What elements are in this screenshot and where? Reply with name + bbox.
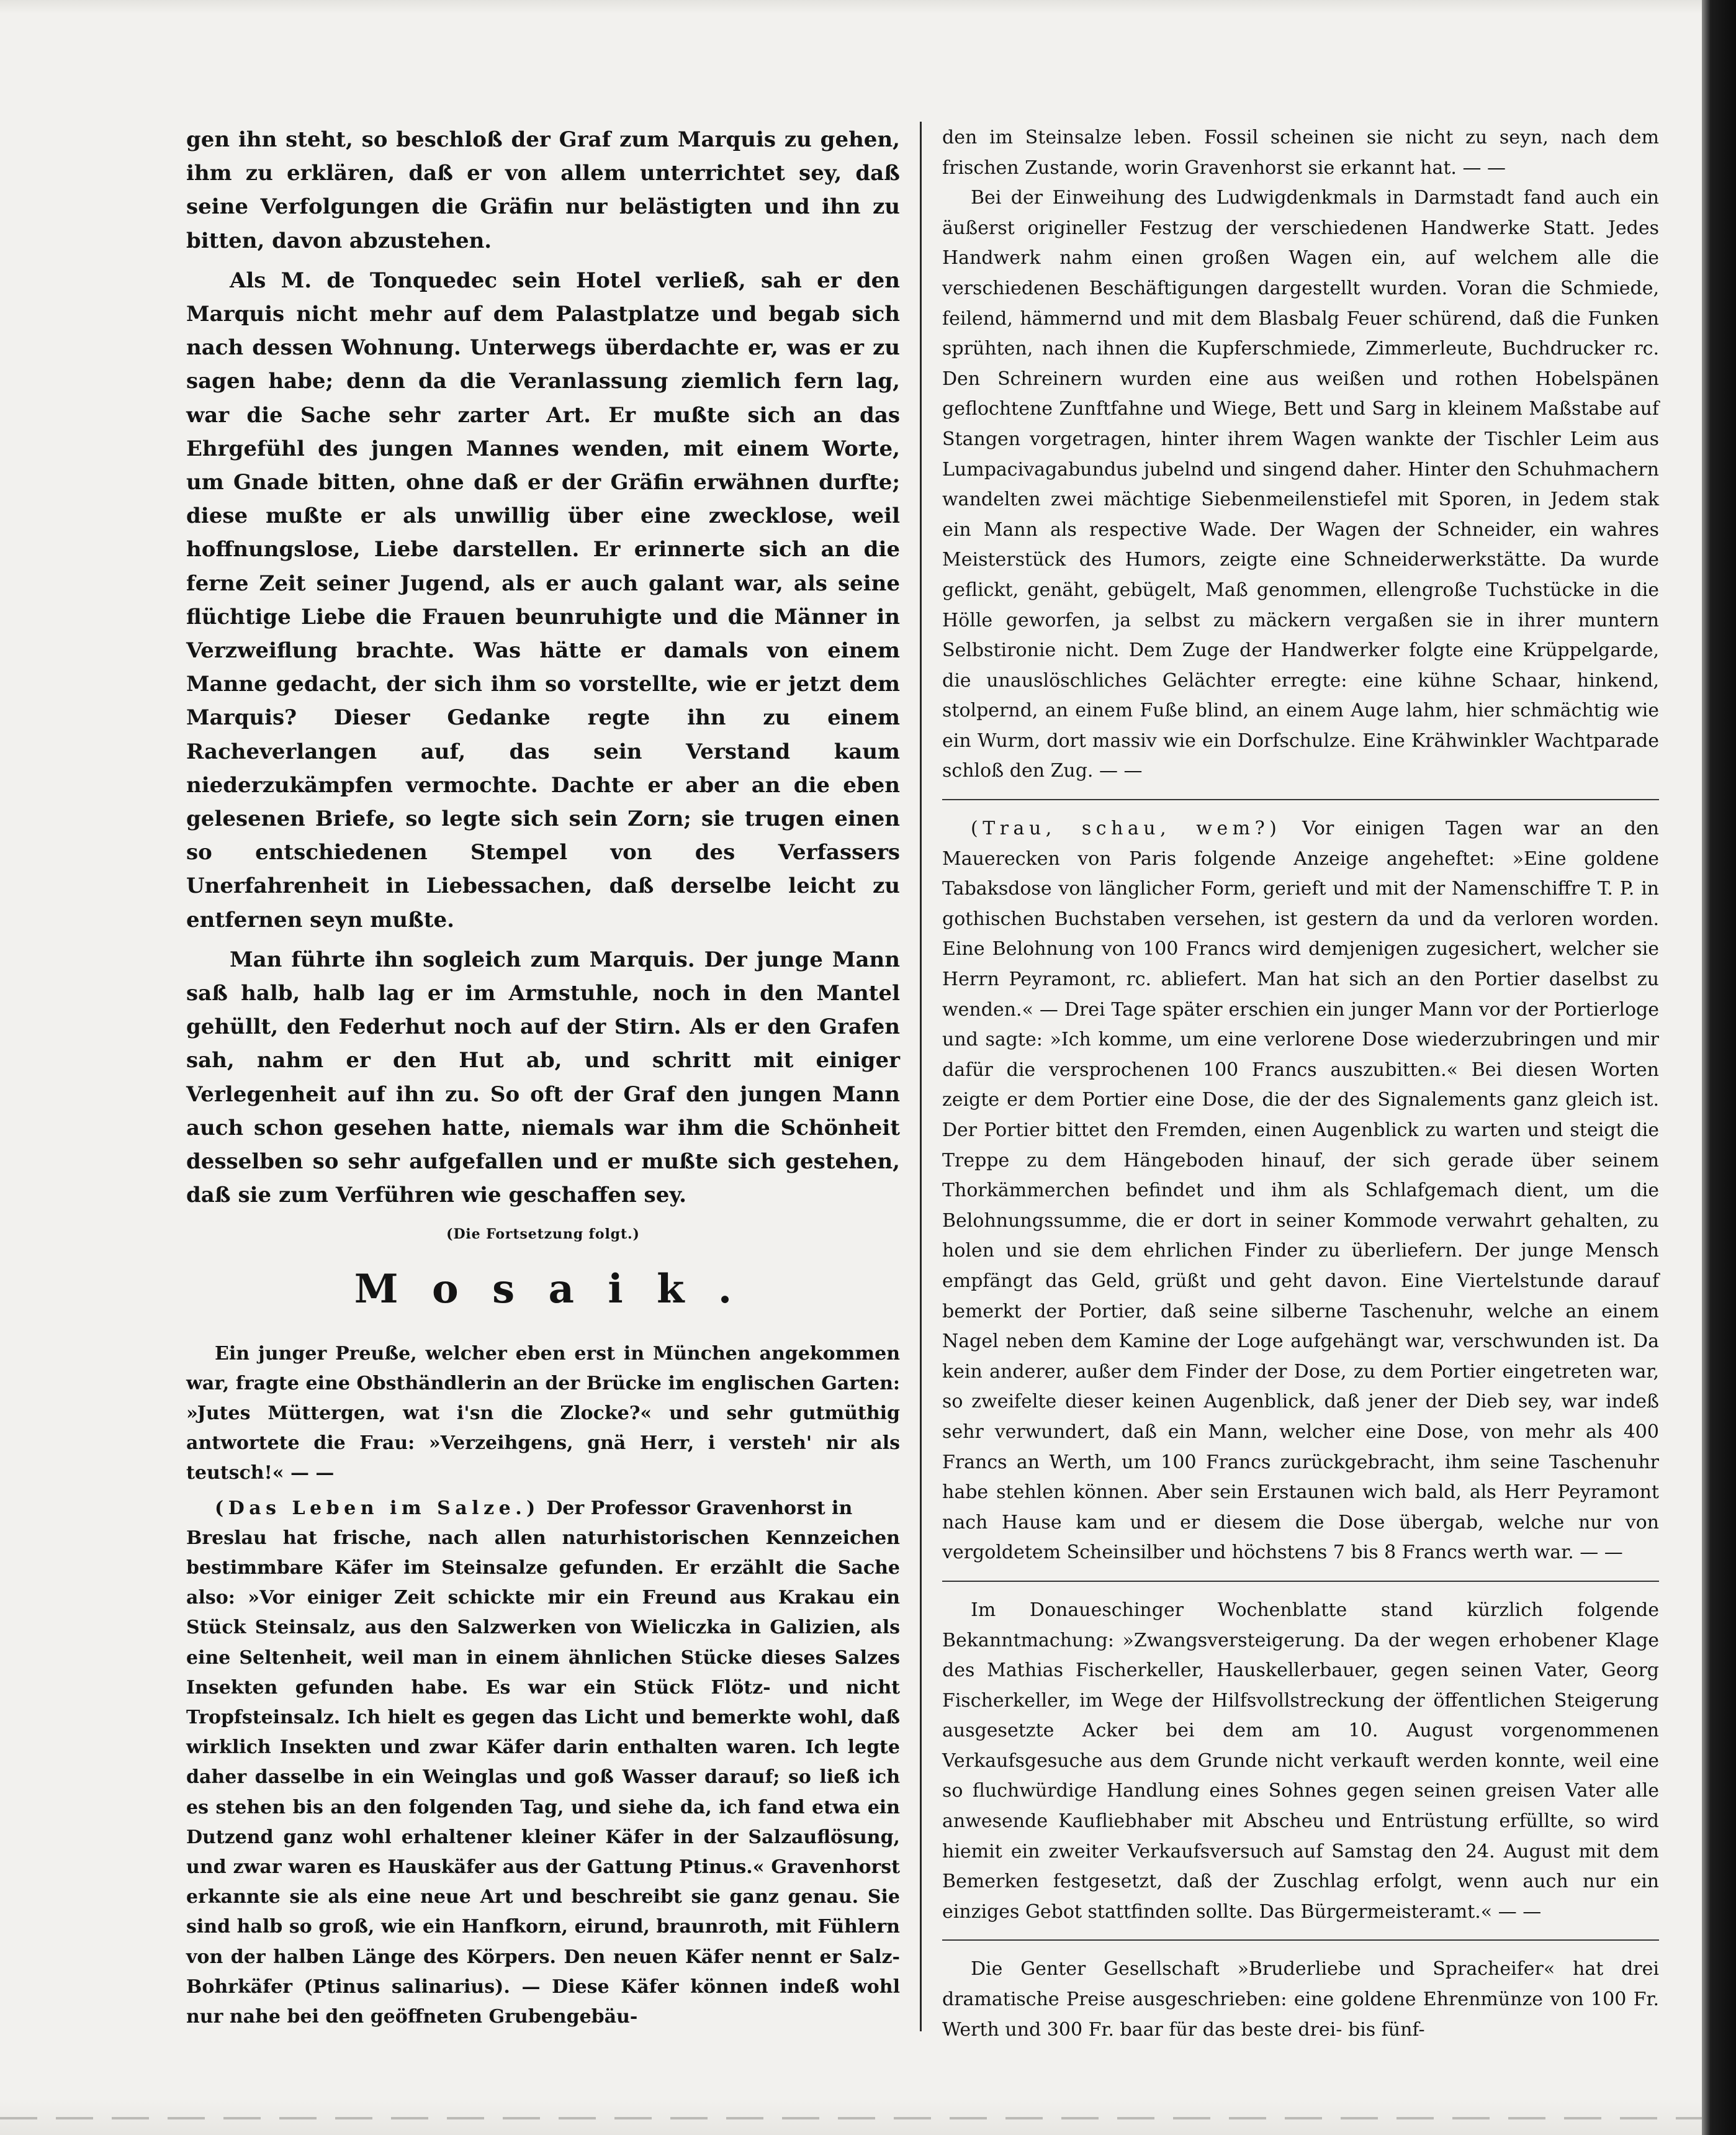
continuation-note: (Die Fortsetzung folgt.) [446,1225,640,1242]
novel-paragraph-3: Man führte ihn sogleich zum Marquis. Der junge Mann saß halb, halb lag er im Armstuhle, noch in den Mantel gehüllt, den Federhut noch auf der Stirn. Als er den Grafen sah, nahm er den Hut ab, und schritt mit einiger Verlegenheit auf ihn zu. So oft der Graf den jungen Mann auch schon gesehen hatte, niemals war ihm die Schönheit desselben so sehr aufgefallen und er mußte sich gestehen, daß sie zum Verführen wie geschaffen sey. [186,947,900,1208]
darmstadt-parade: Bei der Einweihung des Ludwigdenkmals in Darmstadt fand auch ein äußerst origineller Festzug der verschiedenen Handwerke Statt. Jedes Handwerk nahm einen großen Wagen ein, auf welchem alle die verschiedenen Beschäftigungen dargestellt wurden. Voran die Schmiede, feilend, hämmernd und mit dem Blasbalg Feuer schürend, daß die Funken sprühten, nach ihnen die Kupferschmiede, Zimmerleute, Buchdrucker rc. Den Schreinern wurden eine aus weißen und rothen Hobelspänen geflochtene Zunftfahne und Wiege, Bett und Sarg in kleinem Maßstabe auf Stangen vorgetragen, hinter ihrem Wagen wankte der Tischler Leim aus Lumpacivagabundus jubelnd und singend daher. Hinter den Schuhmachern wandelten zwei mächtige Siebenmeilenstiefel mit Sporen, in Jedem stak ein Mann als respective Wade. Der Wagen der Schneider, ein wahres Meisterstück des Humors, zeigte eine Schneiderwerkstätte. Da wurde geflickt, genäht, gebügelt, Maß genommen, ellengroße Tuchstücke in die Hölle geworfen, ja selbst zu mäckern vergaßen sie in ihrer muntern Selbstironie nicht. Dem Zuge der Handwerker folgte eine Krüppelgarde, die unauslöschliches Gelächter erregte: eine kühne Schaar, hinkend, stolpernd, an einem Fuße blind, an einem Auge lahm, hier schmächtig wie ein Wurm, dort massiv wie ein Dorfschulze. Eine Krähwinkler Wachtparade schloß den Zug. — — [942,187,1659,782]
novel-paragraph-1: gen ihn steht, so beschloß der Graf zum Marquis zu gehen, ihm zu erklären, daß er von allem unterrichtet sey, daß seine Verfolgungen die Gräfin nur belästigten und ihn zu bitten, davon abzustehen. [186,127,900,253]
donaueschingen-notice: Im Donaueschinger Wochenblatte stand kürzlich folgende Bekanntmachung: »Zwangsversteigerung. Da der wegen erhobener Klage des Mathias Fischerkeller, Hauskellerbauer, gegen seinen Vater, Georg Fischerkeller, im Wege der Hilfsvollstreckung der öffentlichen Steigerung ausgesetzte Acker bei dem am 10. August vorgenommenen Verkaufsgesuche aus dem Grunde nicht verkauft werden konnte, weil eine so fluchwürdige Handlung eines Sohnes gegen seinen greisen Vater alle anwesende Kaufliebhaber mit Abscheu und Entrüstung erfüllte, so wird hiemit ein zweiter Verkaufsversuch auf Samstag den 24. August mit dem Bemerken festgesetzt, daß der Zuschlag erfolgt, wenn auch nur ein einziges Gebot stattfinden sollte. Das Bürgermeisteramt.« — — [942,1599,1659,1923]
paris-body: Vor einigen Tagen war an den Mauerecken von Paris folgende Anzeige angeheftet: »Eine goldene Tabaksdose von länglicher Form, gerieft und mit der Namenschiffre T. P. in gothischen Buchstaben versehen, ist gestern da und da verloren worden. Eine Belohnung von 100 Francs wird demjenigen zugesichert, welcher sie Herrn Peyramont, rc. abliefert. Man hat sich an den Portier daselbst zu wenden.« — Drei Tage später erschien ein junger Mann vor der Portierloge und sagte: »Ich komme, um eine verlorene Dose wiederzubringen und mir dafür die versprochenen 100 Francs auszubitten.« Bei diesen Worten zeigte er dem Portier eine Dose, die der des Signalements ganz gleich ist. Der Portier bittet den Fremden, einen Augenblick zu warten und steigt die Treppe zu dem Hängeboden hinauf, der sich gerade über seinem Thorkämmerchen befindet und ihm als Schlafgemach dient, um die Belohnungssumme, die er dort in seiner Kommode verwahrt gehalten, zu holen und sie dem ehrlichen Finder zu überliefern. Der junge Mensch empfängt das Geld, grüßt und geht davon. Eine Viertelstunde darauf bemerkt der Portier, daß seine silberne Taschenuhr, welche an einem Nagel neben dem Kamine der Loge aufgehängt war, verschwunden ist. Da kein anderer, außer dem Finder der Dose, zu dem Portier eingetreten war, so zweifelte dieser keinen Augenblick, daß jener der Dieb sey, war indeß sehr verwundert, daß ein Mann, welcher eine Dose, von mehr als 400 Francs an Werth, um 100 Francs zurückgebracht, ihm seine Taschenuhr habe stehlen können. Aber sein Erstaunen wich bald, als Herr Peyramont nach Hause kam und er diesem die Dose übergab, welche nur von vergoldetem Scheinsilber und höchstens 7 bis 8 Francs werth war. — — [942,818,1659,1564]
salt-lead: Der Professor Gravenhorst in [546,1497,853,1519]
anecdote-prussian: Ein junger Preuße, welcher eben erst in München angekommen war, fragte eine Obsthändlerin an der Brücke im englischen Garten: »Jutes Müttergen, wat i'sn die Zlocke?« und sehr gutmüthig antwortete die Frau: »Verzeihgens, gnä Herr, i versteh' nir als teutsch!« — — [186,1342,900,1484]
right-column [942,123,1659,2045]
salt-paragraph-body: Breslau hat frische, nach allen naturhistorischen Kennzeichen bestimmbare Käfer im Steinsalze gefunden. Er erzählt die Sache also: »Vor einiger Zeit schickte mir ein Freund aus Krakau ein Stück Steinsalz, aus den Salzwerken von Wieliczka in Galizien, als eine Seltenheit, weil man in einem ähnlichen Stücke dieses Salzes Insekten gefunden habe. Es war ein Stück Flötz- und nicht Tropfsteinsalz. Ich hielt es gegen das Licht und bemerkte wohl, daß wirklich Insekten und zwar Käfer darin enthalten waren. Ich legte daher dasselbe in ein Weinglas und goß Wasser darauf; so ließ ich es stehen bis an den folgenden Tag, und siehe da, ich fand etwa ein Dutzend ganz wohl erhaltener kleiner Käfer in der Salzauflösung, und zwar waren es Hauskäfer aus der Gattung Ptinus.« Gravenhorst erkannte sie als eine neue Art und beschreibt sie ganz genau. Sie sind halb so groß, wie ein Hanfkorn, eirund, braunroth, mit Fühlern von der halben Länge des Körpers. Den neuen Käfer nennt er Salz-Bohrkäfer (Ptinus salinarius). — Diese Käfer können indeß wohl nur nahe bei den geöffneten Grubengebäu- [186,1527,900,2028]
item-divider-3 [942,1939,1659,1941]
item-divider-2 [942,1581,1659,1582]
salt-continued: den im Steinsalze leben. Fossil scheinen sie nicht zu seyn, nach dem frischen Zustande, worin Gravenhorst sie erkannt hat. — — [942,127,1659,179]
paris-title: (Trau, schau, wem?) [971,818,1282,840]
scan-bottom-artifact [0,2117,1702,2119]
novel-paragraph-2: Als M. de Tonquedec sein Hotel verließ, sah er den Marquis nicht mehr auf dem Palastplatze und begab sich nach dessen Wohnung. Unterwegs überdachte er, was er zu sagen habe; denn da die Veranlassung ziemlich fern lag, war die Sache sehr zarter Art. Er mußte sich an das Ehrgefühl des jungen Mannes wenden, mit einem Worte, um Gnade bitten, ohne daß er der Gräfin erwähnen durfte; diese mußte er als unwillig über eine zwecklose, weil hoffnungslose, Liebe darstellen. Er erinnerte sich an die ferne Zeit seiner Jugend, als er auch galant war, als seine flüchtige Liebe die Frauen beunruhigte und die Männer in Verzweiflung brachte. Was hätte er damals von einem Manne gedacht, der sich ihm so vorstellte, wie er jetzt dem Marquis? Dieser Gedanke regte ihn zu einem Racheverlangen auf, das sein Verstand kaum niederzukämpfen vermochte. Dachte er aber an die eben gelesenen Briefe, so legte sich sein Zorn; sie trugen einen so entschiedenen Stempel von des Verfassers Unerfahrenheit in Liebessachen, daß derselbe leicht zu entfernen seyn mußte. [186,268,900,932]
paris-snuffbox [942,814,1659,1568]
section-heading-mosaik: Mosaik. [354,1265,766,1312]
ghent-prizes: Die Genter Gesellschaft »Bruderliebe und Spracheifer« hat drei dramatische Preise ausgeschrieben: eine goldene Ehrenmünze von 100 Fr. Werth und 300 Fr. baar für das beste drei- bis fünf- [942,1958,1659,2041]
left-column [186,123,900,2032]
item-divider-1 [942,799,1659,800]
mosaik-section [186,1339,900,2033]
salt-paragraph-intro [186,1494,900,1523]
salt-title: (Das Leben im Salze.) [215,1497,540,1519]
scan-top-edge [0,0,1702,14]
scan-right-edge [1702,0,1736,2135]
column-divider [920,122,922,2031]
